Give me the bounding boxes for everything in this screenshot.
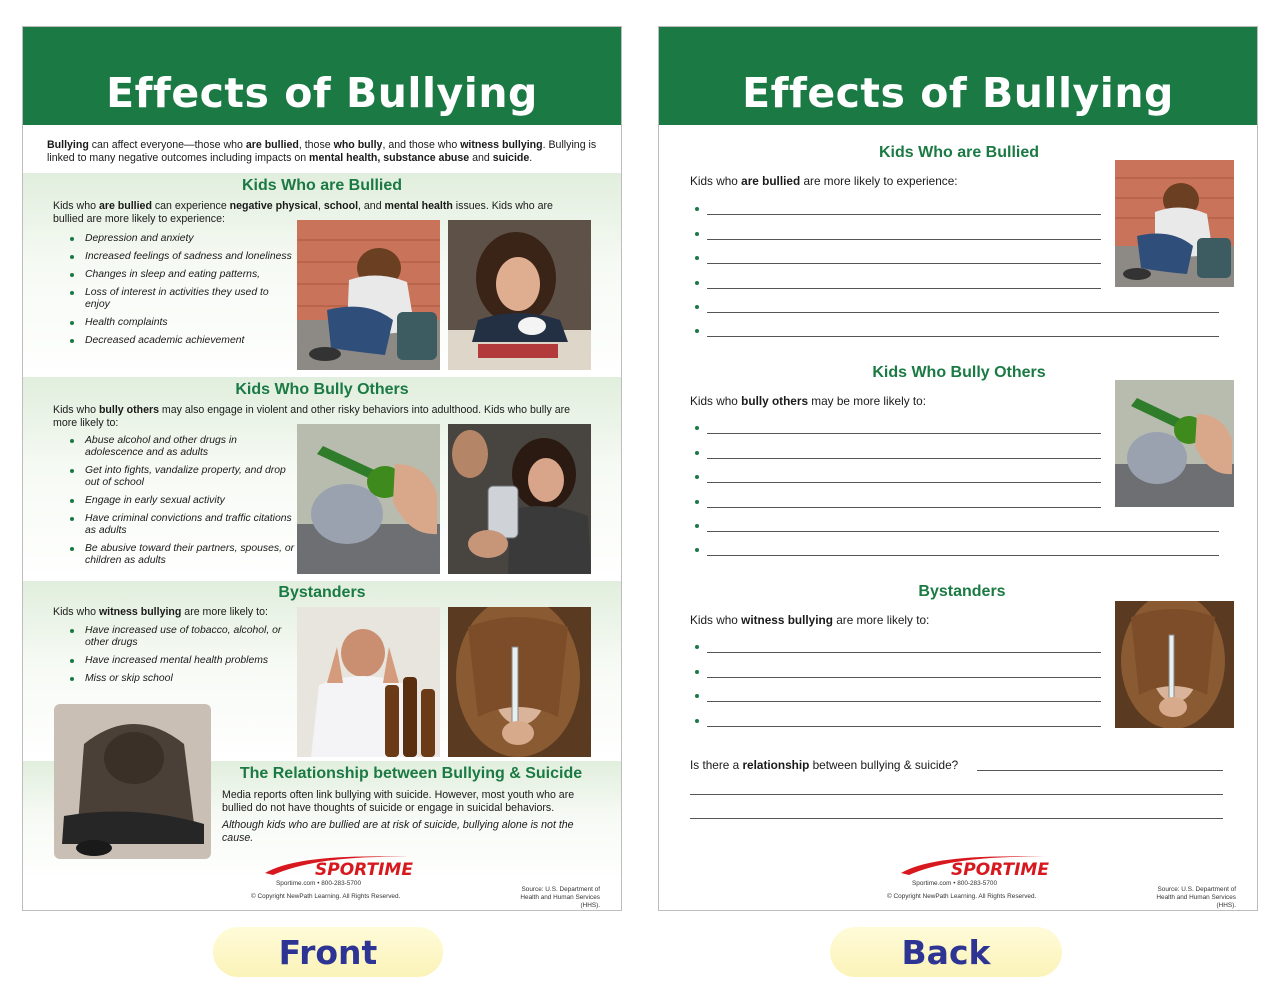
bold-text: school (323, 200, 359, 212)
list-item: Abuse alcohol and other drugs in adolescence and as adults (69, 435, 295, 459)
text-segment: between bullying & suicide? (809, 758, 959, 772)
back-label: Back (830, 927, 1062, 977)
text-segment: can experience (151, 200, 230, 212)
syringe-girl-photo (448, 607, 591, 757)
text-segment: Kids who (690, 613, 742, 627)
bold-text: suicide (492, 152, 530, 164)
text-segment: and (469, 152, 493, 164)
text-segment: . Bullying is linked to many negative outcomes including impacts on (47, 139, 597, 164)
bold-text: are bullied (741, 174, 801, 188)
bold-text: bully others (741, 394, 809, 408)
back-worksheet (658, 26, 1258, 911)
answer-line[interactable] (707, 240, 1101, 264)
sportime-logo-text: SPORTIME (315, 860, 413, 880)
answer-line[interactable] (707, 702, 1101, 726)
bold-text: bully others (98, 404, 159, 416)
front-label: Front (213, 927, 443, 977)
text-segment: , (318, 200, 324, 212)
stressed-man-photo (297, 607, 440, 757)
answer-line[interactable] (707, 410, 1101, 434)
sportime-logo (259, 851, 419, 881)
back-bully-title: Kids Who Bully Others (872, 364, 1046, 381)
sportime-logo (895, 851, 1055, 881)
bold-text: Bullying (47, 139, 89, 151)
answer-line[interactable] (707, 215, 1101, 239)
text-segment: Kids who (690, 394, 742, 408)
front-title-banner (23, 27, 621, 125)
front-bully-list (69, 435, 295, 567)
answer-line[interactable] (707, 313, 1219, 337)
phone-harassment-photo (448, 424, 591, 574)
answer-line[interactable] (707, 532, 1219, 556)
bold-text: relationship (742, 758, 810, 772)
answer-line[interactable] (707, 629, 1101, 653)
answer-line[interactable] (707, 678, 1101, 702)
bold-text: are bullied (98, 200, 152, 212)
front-intro (47, 139, 607, 165)
text-segment: can affect everyone—those who (88, 139, 246, 151)
front-title: Effects of Bullying (106, 69, 538, 117)
back-bystanders-prompt (690, 613, 929, 627)
bold-text: are bullied (245, 139, 299, 151)
beer-bottle-photo (297, 424, 440, 574)
front-bully-title: Kids Who Bully Others (235, 381, 409, 398)
text-segment: , and those who (382, 139, 461, 151)
bold-text: negative physical (229, 200, 318, 212)
text-segment: Kids who (690, 174, 742, 188)
back-suicide-question (690, 758, 962, 772)
list-item: Health complaints (69, 317, 295, 329)
list-item: Get into fights, vandalize property, and drop out of school (69, 465, 295, 489)
text-segment: Kids who (53, 404, 99, 416)
answer-line[interactable] (690, 794, 1223, 795)
front-source: Source: U.S. Department of Health and Human Services (HHS). (520, 886, 600, 909)
back-bullied-title: Kids Who are Bullied (878, 144, 1039, 161)
back-source: Source: U.S. Department of Health and Human Services (HHS). (1156, 886, 1236, 909)
list-item: Increased feelings of sadness and loneliness (69, 251, 295, 263)
front-bullied-title: Kids Who are Bullied (241, 177, 402, 194)
list-item: Miss or skip school (69, 673, 295, 685)
list-item: Loss of interest in activities they used to enjoy (69, 287, 295, 311)
beer-bottle-photo (1115, 380, 1234, 507)
text-segment: Kids who (53, 606, 99, 618)
text-segment: Kids who (53, 200, 99, 212)
answer-line[interactable] (707, 289, 1219, 313)
front-copyright: © Copyright NewPath Learning. All Rights Reserved. (251, 893, 401, 900)
text-segment: , those (298, 139, 334, 151)
front-suicide-text: Media reports often link bullying with suicide. However, most youth who are bullied do not have thoughts of suicide or engage in suicidal behaviors. (222, 789, 575, 814)
answer-line[interactable] (707, 191, 1101, 215)
sportime-logo-text: SPORTIME (951, 860, 1049, 880)
back-contact: Sportime.com • 800-283-5700 (912, 880, 998, 887)
front-bullied-list (69, 233, 295, 347)
answer-line[interactable] (707, 483, 1101, 507)
sad-boy-photo (297, 220, 440, 370)
back-bystanders-title: Bystanders (918, 583, 1006, 600)
answer-line[interactable] (707, 264, 1101, 288)
text-segment: . (529, 152, 533, 164)
bold-text: who bully (333, 139, 383, 151)
back-title: Effects of Bullying (742, 69, 1174, 117)
back-bully-prompt (690, 394, 926, 408)
list-item: Decreased academic achievement (69, 335, 295, 347)
bold-text: witness bullying (460, 139, 543, 151)
list-item: Have increased mental health problems (69, 655, 295, 667)
sad-boy-photo (1115, 160, 1234, 287)
list-item: Depression and anxiety (69, 233, 295, 245)
text-segment: may be more likely to: (808, 394, 927, 408)
bold-text: witness bullying (741, 613, 833, 627)
front-contact: Sportime.com • 800-283-5700 (276, 880, 362, 887)
back-copyright: © Copyright NewPath Learning. All Rights Reserved. (887, 893, 1037, 900)
text-segment: , and (358, 200, 385, 212)
back-title-banner (659, 27, 1257, 125)
list-item: Have increased use of tobacco, alcohol, or other drugs (69, 625, 295, 649)
text-segment: may also engage in violent and other risky behaviors into adulthood. Kids who bully are more likely to: (53, 404, 571, 429)
front-suicide-italic: Although kids who are bullied are at risk of suicide, bullying alone is not the cause. (222, 819, 574, 844)
answer-line[interactable] (707, 653, 1101, 677)
front-poster (22, 26, 622, 911)
hooded-child-photo (54, 704, 211, 859)
text-segment: issues. Kids who are bullied are more likely to experience: (53, 200, 553, 225)
text-segment: are more likely to experience: (800, 174, 958, 188)
text-segment: are more likely to: (181, 606, 268, 618)
list-item: Engage in early sexual activity (69, 495, 295, 507)
list-item: Changes in sleep and eating patterns, (69, 269, 295, 281)
syringe-girl-photo (1115, 601, 1234, 728)
answer-line[interactable] (707, 434, 1101, 458)
bold-text: mental health (384, 200, 453, 212)
list-item: Be abusive toward their partners, spouses, or children as adults (69, 543, 295, 567)
back-bystanders-lines (697, 629, 1101, 727)
answer-line[interactable] (707, 459, 1101, 483)
front-bystanders-list (69, 625, 295, 685)
answer-line[interactable] (690, 818, 1223, 819)
list-item: Have criminal convictions and traffic citations as adults (69, 513, 295, 537)
answer-line[interactable] (977, 770, 1223, 771)
front-suicide-title: The Relationship between Bullying & Suicide (239, 765, 583, 782)
answer-line[interactable] (707, 508, 1219, 532)
crying-girl-photo (448, 220, 591, 370)
back-bullied-prompt (690, 174, 958, 188)
text-segment: are more likely to: (832, 613, 930, 627)
bold-text: mental health, substance abuse (309, 152, 470, 164)
bold-text: witness bullying (98, 606, 182, 618)
front-bystanders-title: Bystanders (278, 584, 366, 601)
text-segment: Is there a (690, 758, 743, 772)
